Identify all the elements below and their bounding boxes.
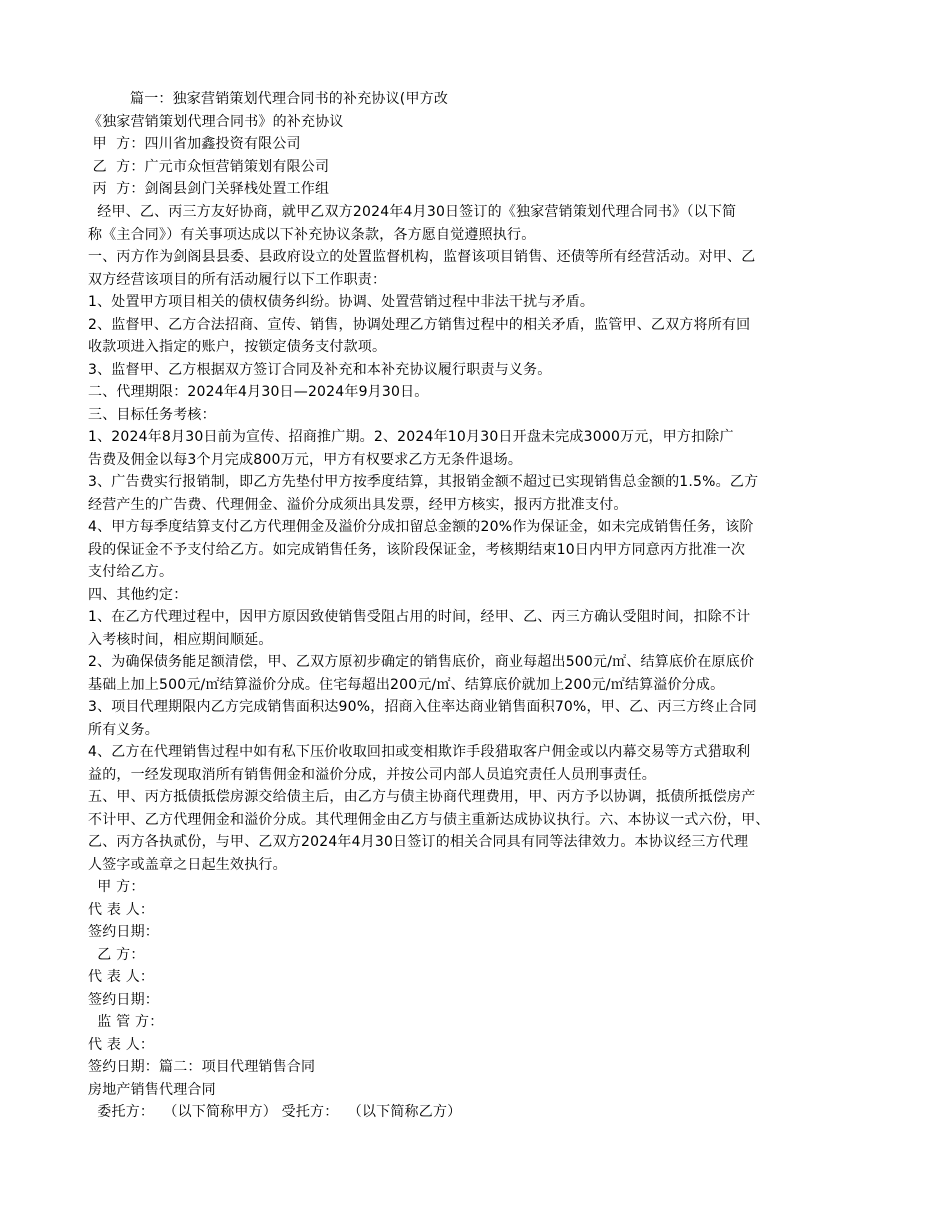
clause-2: 二、代理期限：2024年4月30日—2024年9月30日。	[88, 384, 429, 400]
signature-party-b: 乙 方：	[88, 947, 145, 963]
section-heading-2: 房地产销售代理合同	[88, 1082, 216, 1098]
preamble-line-1: 经甲、乙、丙三方友好协商，就甲乙双方2024年4月30日签订的《独家营销策划代理合同书》（以下简	[88, 204, 737, 220]
clause-4-item-4-line-1: 4、乙方在代理销售过程中如有私下压价收取回扣或变相欺诈手段猎取客户佣金或以内幕交易等方式猎取利	[88, 744, 751, 760]
clause-1-item-2-line-1: 2、监督甲、乙方合法招商、宣传、销售，协调处理乙方销售过程中的相关矛盾，监管甲、乙双方将所有回	[88, 317, 751, 333]
clause-5-line-1: 五、甲、丙方抵债抵偿房源交给债主后，由乙方与债主协商代理费用，甲、丙方予以协调，抵债所抵偿房产	[88, 789, 756, 805]
agreement-title: 《独家营销策划代理合同书》的补充协议	[88, 114, 344, 130]
clause-4-item-3-line-2: 所有义务。	[88, 722, 159, 738]
signature-rep-b: 代 表 人：	[88, 969, 155, 985]
clause-1-item-2-line-2: 收款项进入指定的账户，按锁定债务支付款项。	[88, 339, 387, 355]
clause-4-heading: 四、其他约定：	[88, 587, 188, 603]
clause-4-item-2-line-2: 基础上加上500元/㎡结算溢价分成。住宅每超出200元/㎡、结算底价就加上200元/㎡结算溢价分成。	[88, 677, 725, 693]
clause-6-line-2: 人签字或盖章之日起生效执行。	[88, 857, 287, 873]
party-b: 乙 方：广元市众恒营销策划有限公司	[88, 159, 330, 175]
clause-1-line-2: 双方经营该项目的所有活动履行以下工作职责：	[88, 272, 387, 288]
clause-3-item-4-line-1: 4、甲方每季度结算支付乙方代理佣金及溢价分成扣留总金额的20%作为保证金，如未完成销售任务，该阶	[88, 519, 754, 535]
preamble-line-2: 称《主合同》）有关事项达成以下补充协议条款，各方愿自觉遵照执行。	[88, 227, 536, 243]
clause-3-item-3-line-2: 经营产生的广告费、代理佣金、溢价分成须出具发票，经甲方核实，报丙方批准支付。	[88, 497, 628, 513]
signature-rep-supervisor: 代 表 人：	[88, 1037, 155, 1053]
clause-4-item-3-line-1: 3、项目代理期限内乙方完成销售面积达90%，招商入住率达商业销售面积70%，甲、乙、丙三方终止合同	[88, 699, 757, 715]
clause-5-line-2: 不计甲、乙方代理佣金和溢价分成。其代理佣金由乙方与债主重新达成协议执行。六、本协议一式六份，甲、	[88, 812, 770, 828]
clause-6-line-1: 乙、丙方各执贰份，与甲、乙双方2024年4月30日签订的相关合同具有同等法律效力。本协议经三方代理	[88, 834, 749, 850]
clause-3-item-4-line-2: 段的保证金不予支付给乙方。如完成销售任务，该阶段保证金，考核期结束10日内甲方同意丙方批准一次	[88, 542, 746, 558]
signature-party-a: 甲 方：	[88, 879, 145, 895]
signature-date-supervisor: 签约日期：篇二：项目代理销售合同	[88, 1059, 316, 1075]
signature-rep-a: 代 表 人：	[88, 902, 155, 918]
party-a: 甲 方：四川省加鑫投资有限公司	[88, 136, 301, 152]
clause-1-item-3: 3、监督甲、乙方根据双方签订合同及补充和本补充协议履行职责与义务。	[88, 362, 552, 378]
section-heading-1: 篇一：独家营销策划代理合同书的补充协议(甲方改	[130, 91, 449, 107]
signature-date-b: 签约日期：	[88, 992, 159, 1008]
signature-date-a: 签约日期：	[88, 924, 159, 940]
clause-4-item-4-line-2: 益的，一经发现取消所有销售佣金和溢价分成，并按公司内部人员追究责任人员刑事责任。	[88, 767, 656, 783]
signature-supervisor: 监 管 方：	[88, 1014, 164, 1030]
clause-3-heading: 三、目标任务考核：	[88, 407, 216, 423]
clause-3-item-1-line-2: 告费及佣金以每3个月完成800万元，甲方有权要求乙方无条件退场。	[88, 452, 523, 468]
clause-3-item-3-line-1: 3、广告费实行报销制，即乙方先垫付甲方按季度结算，其报销金额不超过已实现销售总金额的1.5%。乙方	[88, 474, 759, 490]
clause-4-item-1-line-2: 入考核时间，相应期间顺延。	[88, 632, 273, 648]
clause-4-item-2-line-1: 2、为确保债务能足额清偿，甲、乙双方原初步确定的销售底价，商业每超出500元/㎡、结算底价在原底价	[88, 654, 755, 670]
clause-1-line-1: 一、丙方作为剑阁县县委、县政府设立的处置监督机构，监督该项目销售、还债等所有经营活动。对甲、乙	[88, 249, 756, 265]
clause-3-item-1-line-1: 1、2024年8月30日前为宣传、招商推广期。2、2024年10月30日开盘未完成3000万元，甲方扣除广	[88, 429, 734, 445]
clause-4-item-1-line-1: 1、在乙方代理过程中，因甲方原因致使销售受阻占用的时间，经甲、乙、丙三方确认受阻时间，扣除不计	[88, 609, 751, 625]
clause-3-item-4-line-3: 支付给乙方。	[88, 564, 174, 580]
section-2-parties: 委托方： （以下简称甲方） 受托方： （以下简称乙方）	[88, 1104, 462, 1120]
party-c: 丙 方：剑阁县剑门关驿栈处置工作组	[88, 181, 330, 197]
clause-1-item-1: 1、处置甲方项目相关的债权债务纠纷。协调、处置营销过程中非法干扰与矛盾。	[88, 294, 595, 310]
